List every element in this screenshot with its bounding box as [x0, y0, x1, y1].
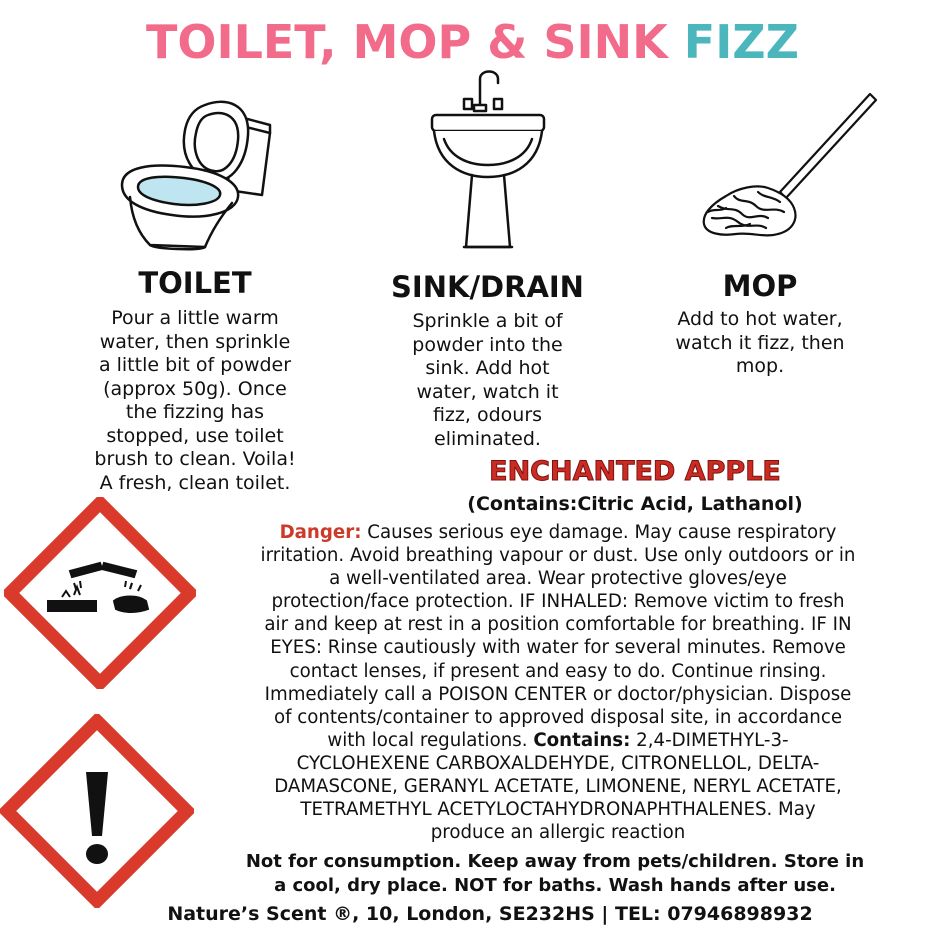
- toilet-line: the fizzing has: [125, 401, 265, 423]
- mop-line: Add to hot water,: [677, 308, 843, 330]
- toilet-line: Pour a little warm: [111, 307, 279, 329]
- warning-line: DAMASCONE, GERANYL ACETATE, LIMONENE, NERYL ACETATE,: [274, 776, 842, 798]
- storage-instructions: [190, 850, 920, 898]
- toilet-line: brush to clean. Voila!: [94, 448, 296, 470]
- storage-line: Not for consumption. Keep away from pets/children. Store in: [245, 851, 865, 872]
- sink-line: eliminated.: [434, 427, 541, 450]
- toilet-icon: [110, 95, 275, 255]
- mop-instructions: [635, 308, 885, 379]
- exclamation-hazard-icon: [0, 714, 194, 908]
- warning-line: a well-ventilated area. Wear protective gloves/eye: [329, 568, 787, 590]
- sink-instructions: [345, 310, 630, 451]
- company-footer: Nature’s Scent ®, 10, London, SE232HS | TEL: 07946898932: [167, 903, 813, 925]
- warning-line: protection/face protection. IF INHALED: Remove victim to fresh: [271, 591, 845, 613]
- warning-line: [184, 729, 932, 752]
- warning-line-text: Causes serious eye damage. May cause respiratory: [367, 522, 837, 543]
- hazard-warning-text: [184, 521, 932, 844]
- warning-line: [184, 521, 932, 544]
- sink-line: Sprinkle a bit of: [412, 310, 563, 332]
- contains-line: (Contains:Citric Acid, Lathanol): [467, 493, 803, 515]
- warning-line: Immediately call a POISON CENTER or doctor/physician. Dispose: [264, 683, 852, 705]
- sink-line: fizz, odours: [432, 404, 543, 426]
- mop-line: watch it fizz, then: [675, 331, 845, 354]
- contains-label: Contains:: [533, 729, 631, 751]
- warning-line: air and keep at rest in a position comfortable for breathing. IF IN: [264, 614, 852, 636]
- sink-line: powder into the: [412, 333, 563, 356]
- mop-icon: [698, 88, 883, 253]
- sink-line: water, watch it: [416, 380, 559, 403]
- toilet-instructions: [40, 307, 350, 495]
- mop-line: mop.: [735, 355, 785, 377]
- warning-line: contact lenses, if present and easy to do. Continue rinsing.: [289, 660, 827, 682]
- warning-line: produce an allergic reaction: [430, 822, 686, 844]
- sink-line: sink. Add hot: [425, 357, 550, 379]
- toilet-heading: TOILET: [138, 266, 252, 300]
- title-fizz: FIZZ: [683, 15, 800, 69]
- title-main: TOILET, MOP & SINK: [145, 15, 668, 69]
- toilet-line: a little bit of powder: [98, 354, 292, 376]
- sink-heading: SINK/DRAIN: [391, 270, 584, 304]
- warning-line: of contents/container to approved disposal site, in accordance: [273, 706, 843, 728]
- danger-label: Danger:: [279, 522, 362, 543]
- warning-line: CYCLOHEXENE CARBOXALDEHYDE, CITRONELLOL, DELTA-: [296, 752, 820, 774]
- toilet-line: stopped, use toilet: [106, 424, 284, 447]
- mop-heading: MOP: [722, 269, 798, 303]
- scent-name: ENCHANTED APPLE: [489, 456, 781, 487]
- storage-line: a cool, dry place. NOT for baths. Wash hands after use.: [274, 875, 836, 896]
- warning-line: TETRAMETHYL ACETYLOCTAHYDRONAPHTHALENES. May: [300, 799, 816, 821]
- toilet-line: water, then sprinkle: [99, 330, 291, 353]
- warning-line: irritation. Avoid breathing vapour or dust. Use only outdoors or in: [260, 545, 856, 567]
- warning-line-text: with local regulations.: [327, 729, 528, 751]
- page-title: [0, 12, 945, 72]
- warning-line-text: 2,4-DIMETHYL-3-: [636, 729, 789, 751]
- toilet-line: (approx 50g). Once: [103, 377, 287, 400]
- toilet-line: A fresh, clean toilet.: [99, 471, 291, 494]
- sink-icon: [428, 65, 548, 255]
- corrosive-hazard-icon: [4, 497, 196, 689]
- warning-line: EYES: Rinse cautiously with water for several minutes. Remove: [270, 637, 846, 659]
